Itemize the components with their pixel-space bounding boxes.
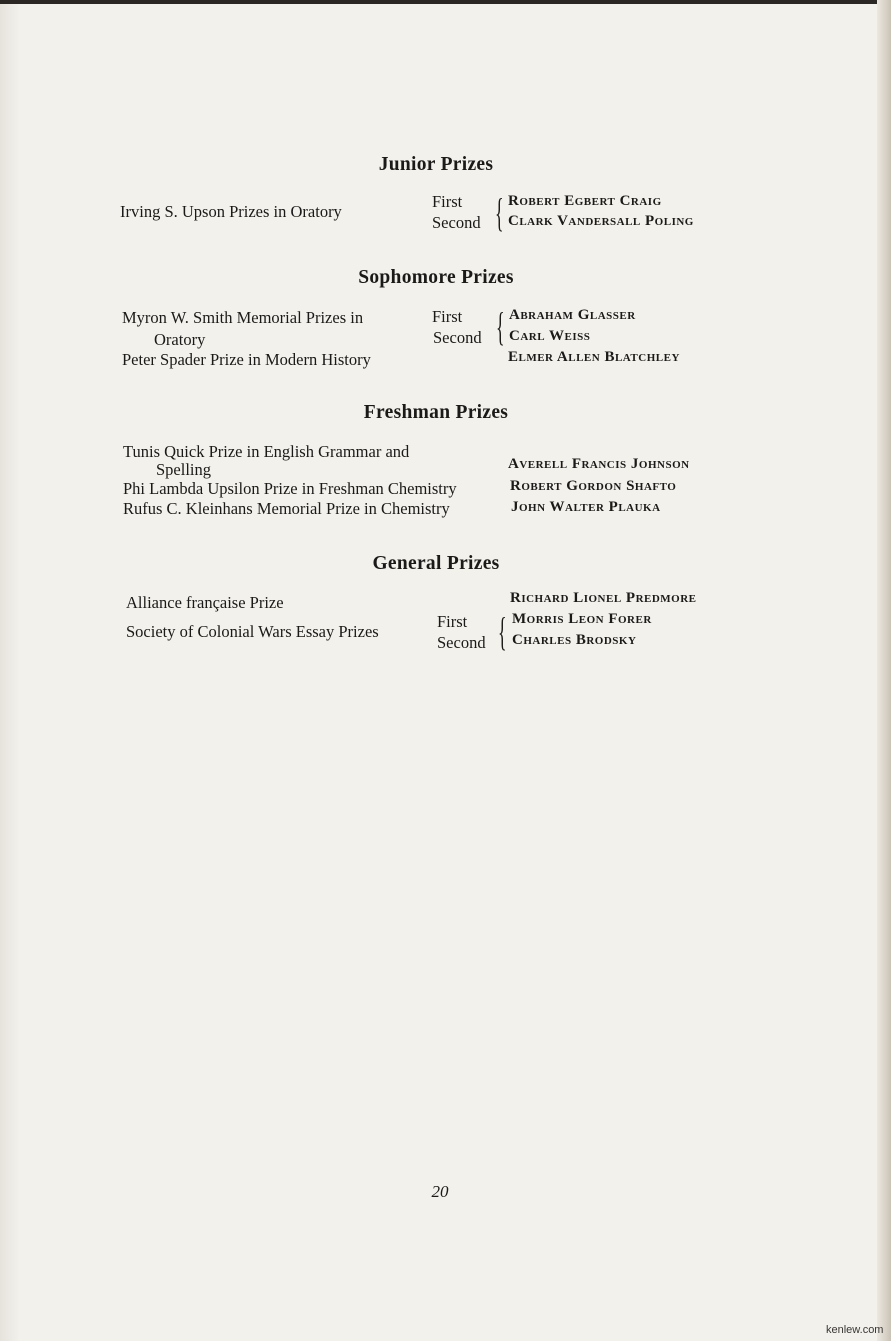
sophomore-first-winner: Abraham Glasser	[509, 307, 636, 323]
general-brace: {	[498, 609, 507, 654]
sophomore-first-label: First	[432, 307, 463, 326]
sophomore-spader-winner: Elmer Allen Blatchley	[508, 349, 680, 365]
sophomore-prizes-heading: Sophomore Prizes	[358, 267, 514, 288]
junior-prizes-heading: Junior Prizes	[378, 154, 494, 175]
watermark: kenlew.com	[826, 1324, 884, 1336]
general-alliance-winner: Richard Lionel Predmore	[510, 590, 697, 606]
junior-second-label: Second	[432, 213, 481, 232]
sophomore-prize-spader: Peter Spader Prize in Modern History	[122, 350, 371, 369]
junior-brace: {	[495, 190, 504, 235]
sophomore-second-winner: Carl Weiss	[509, 328, 591, 344]
freshman-kleinhans-winner: John Walter Plauka	[511, 499, 661, 515]
freshman-quick-winner: Averell Francis Johnson	[508, 456, 690, 472]
junior-first-winner: Robert Egbert Craig	[508, 193, 662, 209]
junior-first-label: First	[432, 192, 463, 211]
freshman-prizes-heading: Freshman Prizes	[363, 402, 509, 423]
general-second-label: Second	[437, 633, 486, 652]
general-first-label: First	[437, 612, 468, 631]
sophomore-prize-smith-line2: Oratory	[154, 330, 206, 349]
junior-second-winner: Clark Vandersall Poling	[508, 213, 694, 229]
sophomore-second-label: Second	[433, 328, 482, 347]
general-second-winner: Charles Brodsky	[512, 632, 637, 648]
general-prize-alliance: Alliance française Prize	[126, 593, 284, 612]
general-first-winner: Morris Leon Forer	[512, 611, 652, 627]
freshman-prize-quick-line1: Tunis Quick Prize in English Grammar and	[123, 442, 410, 461]
sophomore-brace: {	[496, 304, 505, 349]
freshman-prize-phi-lambda: Phi Lambda Upsilon Prize in Freshman Chemistry	[123, 479, 457, 498]
junior-prize-upson: Irving S. Upson Prizes in Oratory	[120, 202, 342, 221]
freshman-prize-quick-line2: Spelling	[156, 460, 212, 479]
freshman-prize-kleinhans: Rufus C. Kleinhans Memorial Prize in Chemistry	[123, 499, 450, 518]
sophomore-prize-smith-line1: Myron W. Smith Memorial Prizes in	[122, 308, 364, 327]
general-prize-colonial-wars: Society of Colonial Wars Essay Prizes	[126, 622, 379, 641]
freshman-phi-lambda-winner: Robert Gordon Shafto	[510, 478, 677, 494]
general-prizes-heading: General Prizes	[372, 553, 500, 574]
page-number: 20	[431, 1182, 449, 1201]
